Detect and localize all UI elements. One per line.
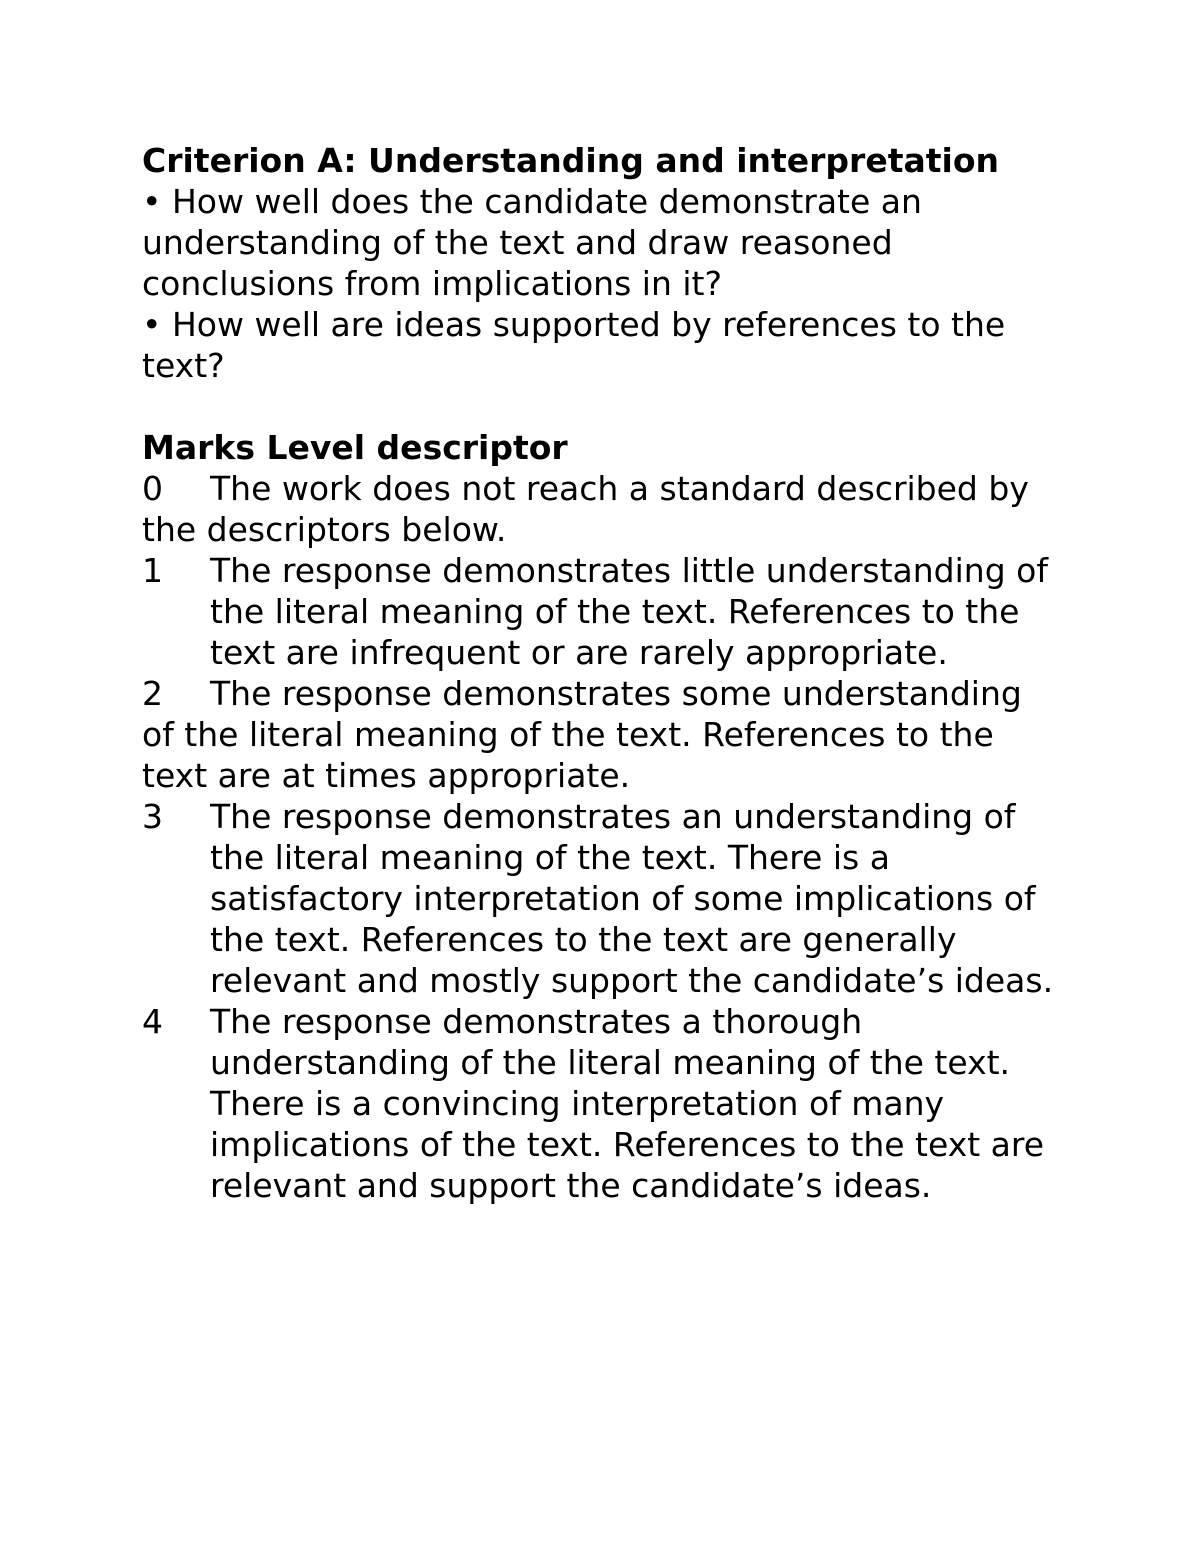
- level-descriptor: The response demonstrates a thorough understanding of the literal meaning of the text. There is a convincing interpretation of many implications of the text. References to the text are relevant and support the candidate’s ideas.: [210, 1002, 1045, 1205]
- level-2: [142, 673, 1062, 796]
- level-3: [142, 796, 1062, 1001]
- criterion-question-1: • How well does the candidate demonstrate an understanding of the text and draw reasoned conclusions from implications in it?: [142, 182, 922, 303]
- level-mark: 2: [142, 674, 163, 713]
- level-mark: 0: [142, 469, 163, 508]
- document-page: [142, 140, 1062, 1206]
- level-descriptor: The response demonstrates an understanding of the literal meaning of the text. There is a satisfactory interpretation of some implications of the text. References to the text are generally relevant and mostly support the candidate’s ideas.: [210, 797, 1054, 1000]
- level-descriptor: The response demonstrates little understanding of the literal meaning of the text. References to the text are infrequent or are rarely appropriate.: [210, 551, 1048, 672]
- level-4: [142, 1001, 1062, 1206]
- level-descriptor: The work does not reach a standard described by the descriptors below.: [142, 469, 1029, 549]
- criterion-title: Criterion A: Understanding and interpretation: [142, 141, 1000, 180]
- section-spacer: [142, 386, 1062, 427]
- level-descriptor: The response demonstrates some understanding of the literal meaning of the text. References to the text are at times appropriate.: [142, 674, 1022, 795]
- level-0: [142, 468, 1062, 550]
- level-mark: 1: [142, 551, 163, 590]
- level-mark: 4: [142, 1002, 163, 1041]
- level-1: [142, 550, 1062, 673]
- marks-header: Marks Level descriptor: [142, 428, 568, 467]
- level-mark: 3: [142, 797, 163, 836]
- criterion-question-2: • How well are ideas supported by references to the text?: [142, 305, 1006, 385]
